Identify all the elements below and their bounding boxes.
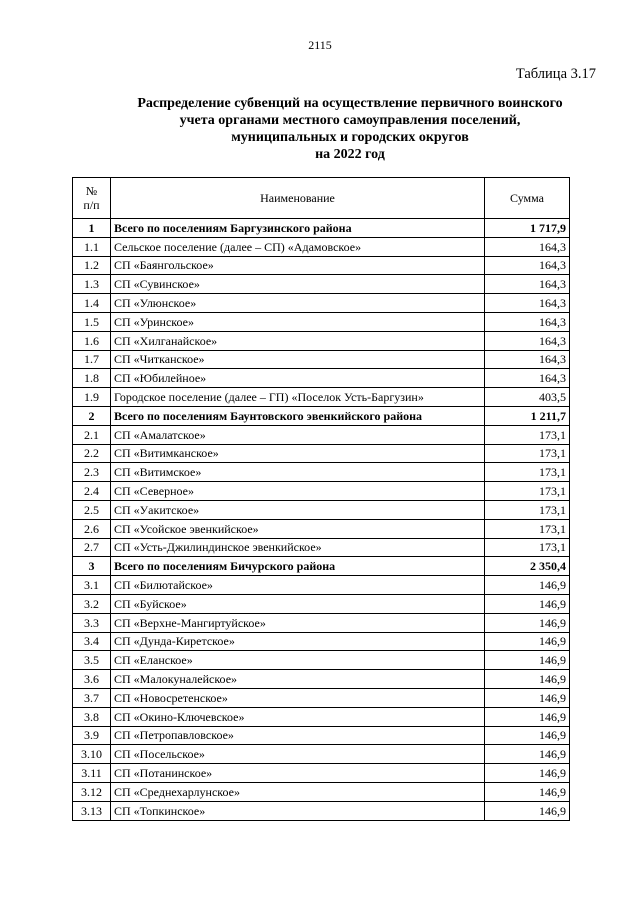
row-name: Всего по поселениям Баунтовского эвенкийского района xyxy=(111,406,485,425)
row-name: СП «Билютайское» xyxy=(111,576,485,595)
row-sum: 164,3 xyxy=(485,331,570,350)
table-row xyxy=(73,651,570,670)
header-num-sign: № xyxy=(85,184,98,198)
row-sum: 146,9 xyxy=(485,745,570,764)
title-line-4: на 2022 год xyxy=(315,147,385,162)
row-number: 1.1 xyxy=(73,237,111,256)
document-title xyxy=(100,95,600,163)
row-name: СП «Окино-Ключевское» xyxy=(111,707,485,726)
table-row xyxy=(73,519,570,538)
row-number: 2.5 xyxy=(73,500,111,519)
row-number: 1.2 xyxy=(73,256,111,275)
row-sum: 173,1 xyxy=(485,482,570,501)
row-name: СП «Сувинское» xyxy=(111,275,485,294)
row-name: СП «Хилганайское» xyxy=(111,331,485,350)
row-sum: 2 350,4 xyxy=(485,557,570,576)
row-number: 1.6 xyxy=(73,331,111,350)
row-number: 3.1 xyxy=(73,576,111,595)
header-sum: Сумма xyxy=(485,178,570,219)
row-name: СП «Петропавловское» xyxy=(111,726,485,745)
row-number: 3.10 xyxy=(73,745,111,764)
row-sum: 146,9 xyxy=(485,632,570,651)
table-header-row xyxy=(73,178,570,219)
table-row xyxy=(73,463,570,482)
row-name: СП «Усойское эвенкийское» xyxy=(111,519,485,538)
table-row xyxy=(73,613,570,632)
row-name: СП «Новосретенское» xyxy=(111,688,485,707)
table-row xyxy=(73,707,570,726)
table-row xyxy=(73,369,570,388)
table-row xyxy=(73,726,570,745)
row-sum: 173,1 xyxy=(485,538,570,557)
table-label: Таблица 3.17 xyxy=(515,66,596,82)
row-number: 2 xyxy=(73,406,111,425)
row-sum: 146,9 xyxy=(485,764,570,783)
table-row xyxy=(73,801,570,820)
row-number: 3.6 xyxy=(73,670,111,689)
row-name: СП «Юбилейное» xyxy=(111,369,485,388)
table-row xyxy=(73,500,570,519)
table-row xyxy=(73,745,570,764)
row-name: Сельское поселение (далее – СП) «Адамовское» xyxy=(111,237,485,256)
row-number: 1.8 xyxy=(73,369,111,388)
row-sum: 173,1 xyxy=(485,425,570,444)
table-row xyxy=(73,425,570,444)
row-number: 3.7 xyxy=(73,688,111,707)
table-row xyxy=(73,350,570,369)
row-number: 1.3 xyxy=(73,275,111,294)
row-sum: 146,9 xyxy=(485,707,570,726)
row-sum: 1 717,9 xyxy=(485,219,570,238)
title-line-1: Распределение субвенций на осуществление первичного воинского xyxy=(137,96,563,111)
row-sum: 146,9 xyxy=(485,782,570,801)
row-sum: 173,1 xyxy=(485,463,570,482)
row-sum: 146,9 xyxy=(485,651,570,670)
table-row xyxy=(73,782,570,801)
row-name: СП «Еланское» xyxy=(111,651,485,670)
table-row xyxy=(73,688,570,707)
row-number: 3.12 xyxy=(73,782,111,801)
row-name: СП «Усть-Джилиндинское эвенкийское» xyxy=(111,538,485,557)
row-name: СП «Амалатское» xyxy=(111,425,485,444)
table-row xyxy=(73,670,570,689)
table-total-row xyxy=(73,406,570,425)
table-row xyxy=(73,312,570,331)
table-row xyxy=(73,538,570,557)
row-sum: 1 211,7 xyxy=(485,406,570,425)
row-name: СП «Дунда-Киретское» xyxy=(111,632,485,651)
row-number: 2.3 xyxy=(73,463,111,482)
row-name: СП «Малокуналейское» xyxy=(111,670,485,689)
row-sum: 164,3 xyxy=(485,275,570,294)
row-name: СП «Баянгольское» xyxy=(111,256,485,275)
row-number: 2.1 xyxy=(73,425,111,444)
row-sum: 164,3 xyxy=(485,369,570,388)
row-number: 3.3 xyxy=(73,613,111,632)
row-number: 1.5 xyxy=(73,312,111,331)
row-sum: 164,3 xyxy=(485,237,570,256)
table-row xyxy=(73,594,570,613)
table-total-row xyxy=(73,557,570,576)
row-sum: 146,9 xyxy=(485,613,570,632)
row-sum: 403,5 xyxy=(485,388,570,407)
subventions-table xyxy=(72,177,570,821)
row-name: СП «Читканское» xyxy=(111,350,485,369)
table-row xyxy=(73,576,570,595)
row-number: 3 xyxy=(73,557,111,576)
row-number: 1.9 xyxy=(73,388,111,407)
row-name: СП «Улюнское» xyxy=(111,294,485,313)
row-name: СП «Верхне-Мангиртуйское» xyxy=(111,613,485,632)
page-number: 2115 xyxy=(308,38,332,52)
row-number: 3.5 xyxy=(73,651,111,670)
row-sum: 146,9 xyxy=(485,726,570,745)
row-number: 3.8 xyxy=(73,707,111,726)
row-sum: 164,3 xyxy=(485,256,570,275)
row-name: СП «Посельское» xyxy=(111,745,485,764)
table-row xyxy=(73,275,570,294)
table-row xyxy=(73,764,570,783)
row-name: СП «Буйское» xyxy=(111,594,485,613)
row-name: Всего по поселениям Бичурского района xyxy=(111,557,485,576)
table-row xyxy=(73,237,570,256)
table-row xyxy=(73,331,570,350)
row-name: СП «Уринское» xyxy=(111,312,485,331)
row-sum: 146,9 xyxy=(485,801,570,820)
row-number: 3.11 xyxy=(73,764,111,783)
row-number: 1 xyxy=(73,219,111,238)
table-row xyxy=(73,294,570,313)
row-sum: 164,3 xyxy=(485,350,570,369)
header-name: Наименование xyxy=(111,178,485,219)
row-number: 3.9 xyxy=(73,726,111,745)
table-body xyxy=(73,219,570,821)
row-name: СП «Потанинское» xyxy=(111,764,485,783)
row-name: Всего по поселениям Баргузинского района xyxy=(111,219,485,238)
title-line-3: муниципальных и городских округов xyxy=(231,130,469,145)
row-sum: 146,9 xyxy=(485,670,570,689)
row-sum: 173,1 xyxy=(485,444,570,463)
table-row xyxy=(73,632,570,651)
table-row xyxy=(73,388,570,407)
row-number: 3.2 xyxy=(73,594,111,613)
header-num xyxy=(73,178,111,219)
row-sum: 146,9 xyxy=(485,594,570,613)
row-name: СП «Витимское» xyxy=(111,463,485,482)
header-num-pp: п/п xyxy=(83,198,100,212)
row-name: СП «Среднехарлунское» xyxy=(111,782,485,801)
table-row xyxy=(73,256,570,275)
row-number: 1.7 xyxy=(73,350,111,369)
title-line-2: учета органами местного самоуправления поселений, xyxy=(179,113,521,128)
row-sum: 173,1 xyxy=(485,500,570,519)
table-row xyxy=(73,444,570,463)
row-name: СП «Топкинское» xyxy=(111,801,485,820)
table-total-row xyxy=(73,219,570,238)
row-name: Городское поселение (далее – ГП) «Поселок Усть-Баргузин» xyxy=(111,388,485,407)
row-number: 1.4 xyxy=(73,294,111,313)
row-number: 2.6 xyxy=(73,519,111,538)
row-number: 3.13 xyxy=(73,801,111,820)
row-sum: 146,9 xyxy=(485,576,570,595)
row-name: СП «Уакитское» xyxy=(111,500,485,519)
row-number: 2.7 xyxy=(73,538,111,557)
row-sum: 173,1 xyxy=(485,519,570,538)
row-name: СП «Северное» xyxy=(111,482,485,501)
row-sum: 164,3 xyxy=(485,312,570,331)
row-number: 3.4 xyxy=(73,632,111,651)
row-sum: 146,9 xyxy=(485,688,570,707)
row-name: СП «Витимканское» xyxy=(111,444,485,463)
row-number: 2.2 xyxy=(73,444,111,463)
row-sum: 164,3 xyxy=(485,294,570,313)
table-row xyxy=(73,482,570,501)
row-number: 2.4 xyxy=(73,482,111,501)
